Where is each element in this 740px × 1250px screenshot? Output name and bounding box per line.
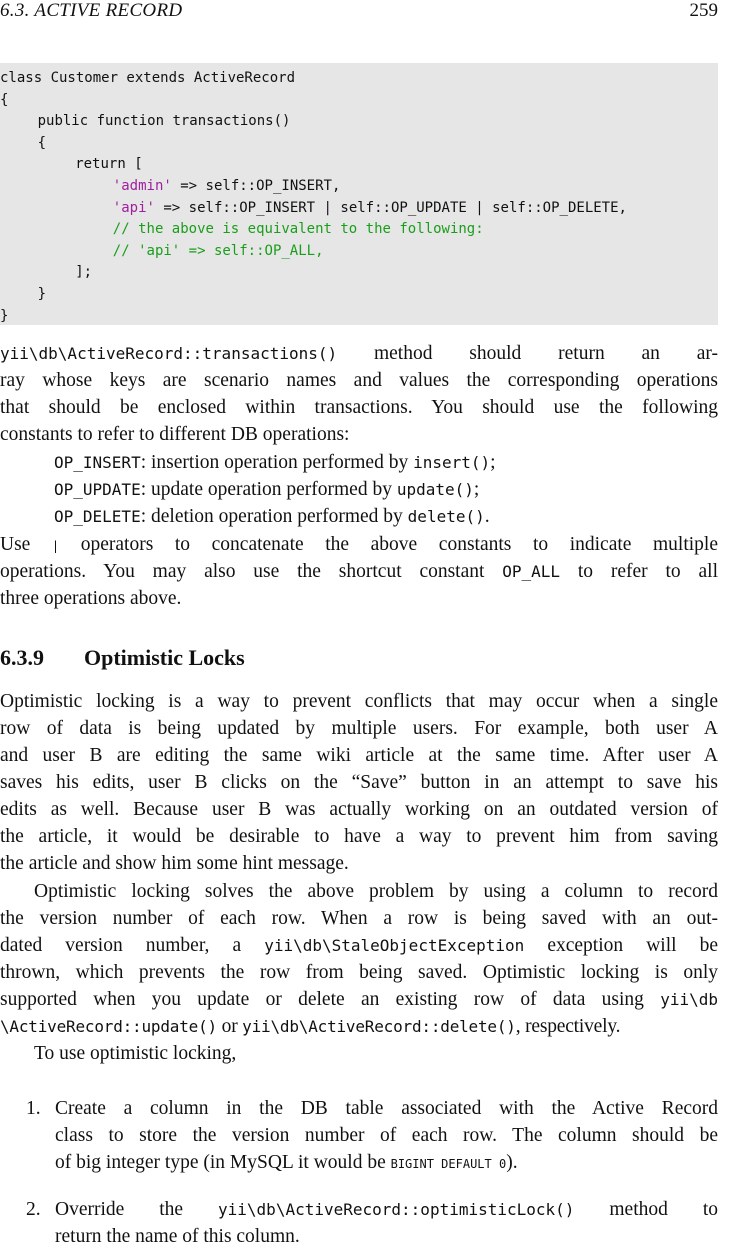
code-line: [113, 219, 484, 239]
code-line: [0, 306, 8, 326]
list-item-line: Create a column in the DB table associated with the Active Record: [55, 1098, 718, 1119]
paragraph-line: thrown, which prevents the row from being saved. Optimistic locking is only: [0, 962, 718, 983]
list-item-line: of big integer type (in MySQL it would be BIGINT DEFAULT 0).: [55, 1152, 518, 1173]
code-line: [113, 176, 341, 196]
paragraph-line: Optimistic locking solves the above problem by using a column to record: [34, 881, 718, 902]
list-item-number: 2.: [26, 1199, 41, 1220]
paragraph-line: ray whose keys are scenario names and values the corresponding operations: [0, 370, 718, 391]
code-line: [38, 133, 46, 153]
list-item-number: 1.: [26, 1098, 41, 1119]
constant-item: OP_INSERT: insertion operation performed by insert();: [54, 452, 496, 473]
running-header: [0, 0, 718, 22]
paragraph-line: the article and show him some hint message.: [0, 853, 349, 874]
code-line: [75, 154, 142, 174]
code-string: 'api': [112, 199, 155, 216]
paragraph-line: edits as well. Because user B was actually working on an outdated version of: [0, 799, 718, 820]
constant-item: OP_UPDATE: update operation performed by update();: [54, 479, 480, 500]
code-line: [113, 241, 324, 261]
code-text: }: [0, 307, 9, 324]
code-text: {: [0, 91, 9, 108]
paragraph-line: yii\db\ActiveRecord::transactions() method should return an ar-: [0, 343, 718, 364]
paragraph-line: three operations above.: [0, 588, 182, 609]
code-text: }: [37, 286, 47, 302]
paragraph-line: To use optimistic locking,: [34, 1043, 237, 1064]
code-line: [0, 68, 295, 88]
page-number: 259: [689, 0, 718, 21]
code-line: [38, 111, 291, 131]
section-number: 6.3.9: [0, 645, 44, 670]
paragraph-line: dated version number, a yii\db\StaleObjectException exception will be: [0, 935, 718, 956]
inline-code: yii\db\ActiveRecord::transactions(): [0, 344, 338, 363]
paragraph-line: row of data is being updated by multiple users. For example, both user A: [0, 718, 718, 739]
paragraph-line: operations. You may also use the shortcut constant OP_ALL to refer to all: [0, 561, 718, 582]
code-text: {: [37, 134, 47, 151]
paragraph-line: the version number of each row. When a row is being saved with an out-: [0, 908, 718, 929]
paragraph-line: that should be enclosed within transactions. You should use the following: [0, 397, 718, 418]
code-line: [75, 262, 92, 282]
code-line: [0, 90, 8, 110]
list-item-line: return the name of this column.: [55, 1226, 300, 1247]
paragraph-line: and user B are editing the same wiki article at the same time. After user A: [0, 745, 718, 766]
code-text: => self::OP_INSERT,: [171, 178, 341, 194]
paragraph-line: saves his edits, user B clicks on the “Save” button in an attempt to save his: [0, 772, 718, 793]
code-block: [0, 63, 718, 325]
section-heading-title: Optimistic Locks: [84, 645, 245, 670]
paragraph-line: Use | operators to concatenate the above constants to indicate multiple: [0, 534, 719, 555]
section-heading: [0, 645, 245, 671]
code-comment: // 'api' => self::OP_ALL,: [112, 242, 324, 259]
paragraph-line: supported when you update or delete an existing row of data using yii\db: [0, 989, 718, 1010]
paragraph-line: \ActiveRecord::update() or yii\db\ActiveRecord::delete(), respectively.: [0, 1016, 621, 1037]
paragraph-line: the article, it would be desirable to have a way to prevent him from saving: [0, 826, 718, 847]
code-text: public function transactions(): [37, 113, 291, 130]
code-text: ];: [75, 264, 93, 281]
constant-item: OP_DELETE: deletion operation performed by delete().: [54, 506, 490, 527]
code-string: 'admin': [112, 178, 172, 194]
paragraph-line: Optimistic locking is a way to prevent conflicts that may occur when a single: [0, 691, 718, 712]
code-line: [38, 284, 46, 304]
code-comment: // the above is equivalent to the following:: [112, 221, 484, 238]
code-text: => self::OP_INSERT | self::OP_UPDATE | self::OP_DELETE,: [154, 199, 627, 216]
code-line: [113, 198, 627, 218]
paragraph-line: constants to refer to different DB operations:: [0, 424, 350, 445]
code-text: class Customer extends ActiveRecord: [0, 70, 296, 86]
list-item-line: Override the yii\db\ActiveRecord::optimisticLock() method to: [55, 1199, 718, 1220]
code-text: return [: [75, 156, 143, 173]
section-title: 6.3. ACTIVE RECORD: [0, 0, 183, 21]
list-item-line: class to store the version number of each row. The column should be: [55, 1125, 718, 1146]
